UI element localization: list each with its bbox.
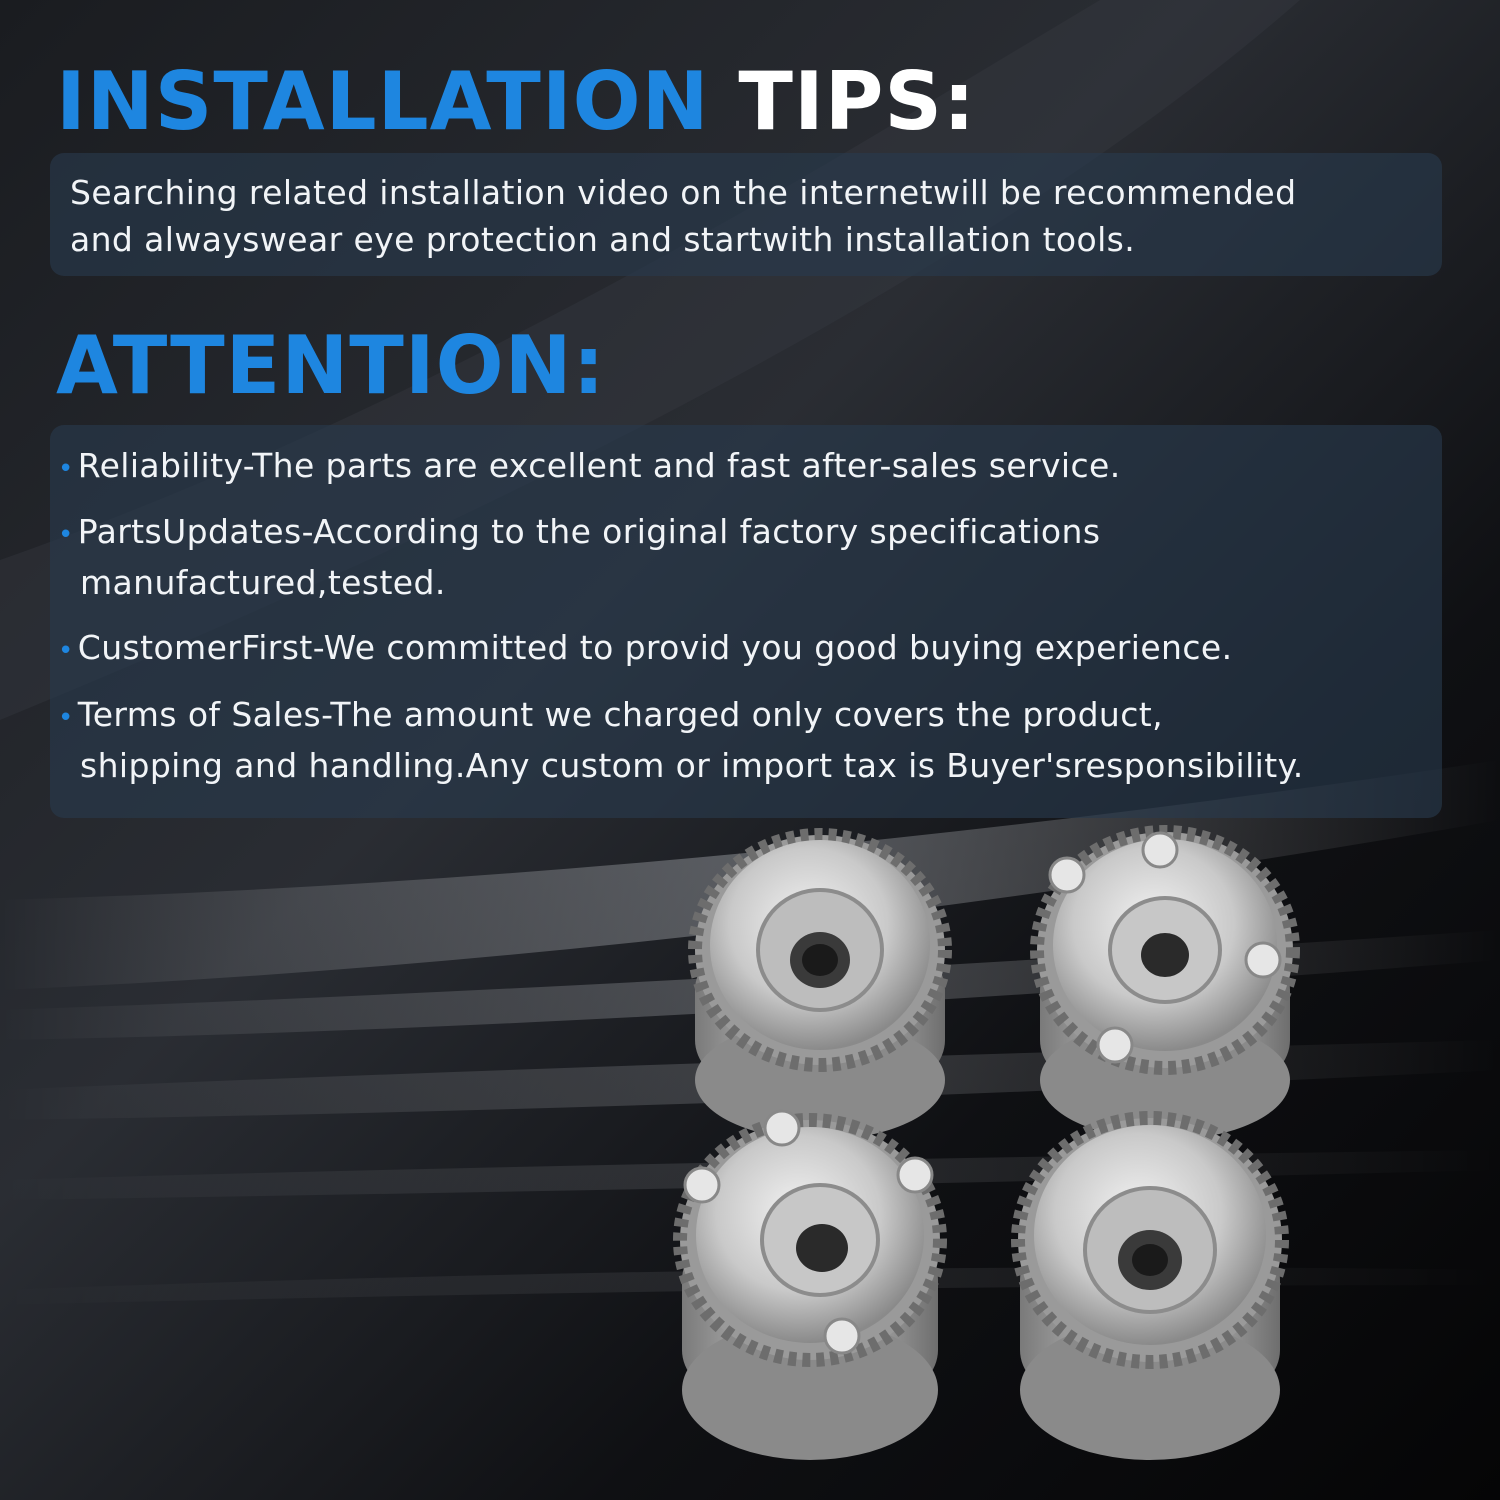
- bullet-icon: •: [58, 636, 74, 666]
- attention-item-line: CustomerFirst-We committed to provid you good buying experience.: [77, 628, 1233, 667]
- attention-item-parts-updates: [58, 508, 1428, 606]
- installation-tips-heading: [56, 55, 976, 148]
- bullet-icon: •: [58, 520, 74, 550]
- bullet-icon: •: [58, 703, 74, 733]
- attention-item-line: Terms of Sales-The amount we charged only covers the product,: [77, 695, 1164, 734]
- gear-4: [1018, 1118, 1282, 1460]
- installation-tips-panel: [50, 153, 1442, 276]
- gear-1: [695, 835, 945, 1140]
- heading-tips: TIPS:: [738, 55, 976, 148]
- attention-item-terms-of-sales: [58, 691, 1428, 789]
- installation-tips-text: [70, 169, 1420, 263]
- attention-item-line-2: shipping and handling.Any custom or import tax is Buyer'sresponsibility.: [80, 746, 1304, 785]
- gear-2: [1037, 832, 1293, 1140]
- tips-line-1: Searching related installation video on the internetwill be recommended: [70, 173, 1297, 212]
- bullet-icon: •: [58, 454, 74, 484]
- tips-line-2: and alwayswear eye protection and startwith installation tools.: [70, 220, 1136, 259]
- heading-installation: INSTALLATION: [56, 55, 710, 148]
- attention-heading: ATTENTION:: [56, 319, 606, 412]
- attention-item-customer-first: [58, 624, 1428, 675]
- attention-item-line: Reliability-The parts are excellent and fast after-sales service.: [77, 446, 1121, 485]
- gear-3: [680, 1111, 940, 1460]
- attention-item-line-2: manufactured,tested.: [80, 563, 446, 602]
- attention-item-reliability: [58, 442, 1428, 493]
- attention-panel: [50, 425, 1442, 818]
- attention-item-line: PartsUpdates-According to the original factory specifications: [77, 512, 1101, 551]
- product-image-camshaft-adjusters: [670, 800, 1330, 1480]
